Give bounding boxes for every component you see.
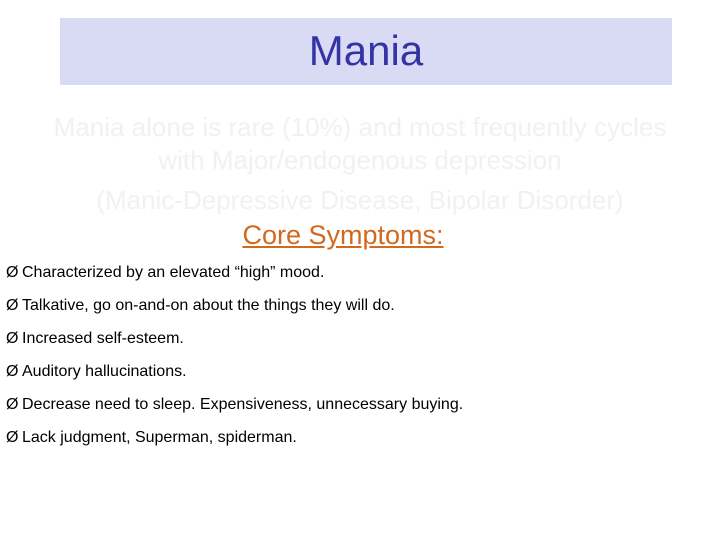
symptom-item bbox=[6, 256, 463, 289]
symptom-item bbox=[6, 289, 463, 322]
symptom-text: Characterized by an elevated “high” mood. bbox=[22, 263, 325, 281]
symptom-item bbox=[6, 355, 463, 388]
symptom-item bbox=[6, 388, 463, 421]
arrow-bullet-icon: Ø bbox=[6, 362, 19, 380]
core-symptoms-heading: Core Symptoms: bbox=[242, 220, 444, 250]
symptom-item bbox=[6, 421, 463, 454]
symptom-item bbox=[6, 322, 463, 355]
intro-line-3: (Manic-Depressive Disease, Bipolar Disorder) bbox=[96, 185, 624, 215]
symptom-text: Talkative, go on-and-on about the things they will do. bbox=[22, 296, 395, 314]
title-box bbox=[60, 18, 672, 85]
intro-line-1: Mania alone is rare (10%) and most frequently cycles bbox=[53, 112, 667, 142]
symptom-text: Decrease need to sleep. Expensiveness, unnecessary buying. bbox=[22, 395, 464, 413]
slide-title: Mania bbox=[308, 27, 424, 74]
intro-line-2: with Major/endogenous depression bbox=[158, 145, 562, 175]
symptom-list bbox=[6, 256, 463, 454]
symptom-text: Auditory hallucinations. bbox=[22, 362, 187, 380]
symptom-text: Lack judgment, Superman, spiderman. bbox=[22, 428, 297, 446]
symptom-text: Increased self-esteem. bbox=[22, 329, 184, 347]
arrow-bullet-icon: Ø bbox=[6, 395, 19, 413]
arrow-bullet-icon: Ø bbox=[6, 428, 19, 446]
arrow-bullet-icon: Ø bbox=[6, 329, 19, 347]
arrow-bullet-icon: Ø bbox=[6, 296, 19, 314]
arrow-bullet-icon: Ø bbox=[6, 263, 19, 281]
